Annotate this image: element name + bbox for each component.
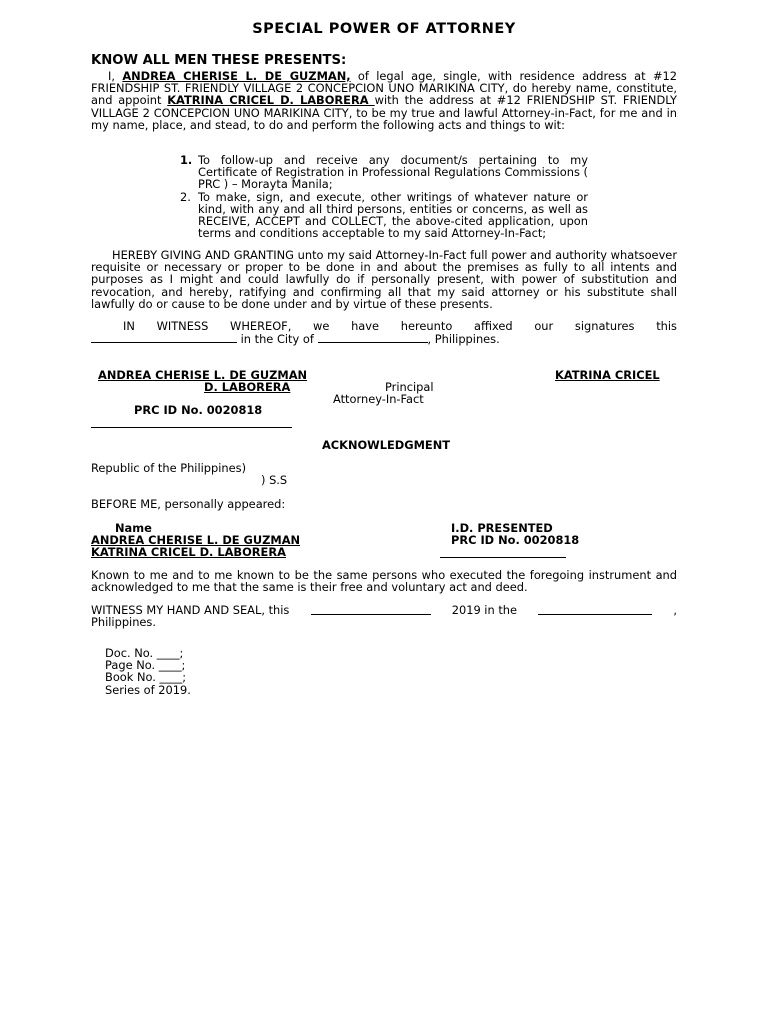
powers-list [180,154,588,239]
hand-seal-line [91,604,677,616]
granting-paragraph [91,249,677,310]
attorney-name: KATRINA CRICEL D. LABORERA [167,93,375,108]
place-blank[interactable] [538,604,652,615]
before-me-text: BEFORE ME, personally appeared: [91,497,286,511]
item-number: 1. [180,153,193,167]
appearer-id-1: PRC ID No. 0020818 [451,533,580,547]
known-paragraph: Known to me and to me known to be the same persons who executed the foregoing instrument and acknowledged to me that the same is their free and voluntary act and deed. [91,568,677,595]
list-item [180,191,588,240]
republic-text: Republic of the Philippines) [91,461,247,475]
witness-line-1: IN WITNESS WHEREOF, we have hereunto affixed our signatures this [123,319,677,333]
witness-end: , Philippines. [427,332,500,347]
book-no: Book No. ____; [105,670,187,685]
principal-label: Principal [385,380,434,394]
item-number: 2. [180,189,191,204]
principal-name: ANDREA CHERISE L. DE GUZMAN, [122,69,351,83]
name-column-header: Name [115,521,152,535]
philippines-text: Philippines. [91,615,156,630]
page-no: Page No. ____; [105,658,186,673]
acknowledgment-heading: ACKNOWLEDGMENT [321,438,451,452]
id-blank-line[interactable] [440,557,566,558]
attorney-label: Attorney-In-Fact [333,392,424,406]
appearer-name-1: ANDREA CHERISE L. DE GUZMAN [91,533,301,547]
ss-text: ) S.S [261,473,288,487]
document-title: SPECIAL POWER OF ATTORNEY [252,21,516,37]
intro-paragraph [91,70,677,131]
section-heading: KNOW ALL MEN THESE PRESENTS: [91,53,347,68]
signature-line [91,427,292,428]
notary-details [105,647,191,696]
hand-seal-a: WITNESS MY HAND AND SEAL, this [91,603,290,617]
date-blank[interactable] [91,332,237,343]
witness-clause [91,320,677,345]
intro-body: of legal age, single, with residence address at #12 FRIENDSHIP ST. FRIENDLY VILLAGE 2 CONCEPCION UNO MARIKINA CITY, do hereby name, constitute, and appoint [91,69,677,108]
day-blank[interactable] [311,604,431,615]
item-text: To follow-up and receive any document/s pertaining to my Certificate of Registration in Professional Regulations Commissions ( PRC ) – Morayta Manila; [198,153,588,192]
signature-right-name-a: KATRINA CRICEL [555,368,660,382]
list-item [180,154,588,191]
witness-mid: in the City of [237,332,318,347]
prc-id: PRC ID No. 0020818 [134,403,263,417]
intro-lead: I, [108,69,115,83]
id-column-header: I.D. PRESENTED [451,521,553,535]
series: Series of 2019. [105,682,191,697]
signature-right-name-b: D. LABORERA [204,380,291,394]
city-blank[interactable] [318,332,428,343]
intro-tail: with the address at #12 FRIENDSHIP ST. FRIENDLY VILLAGE 2 CONCEPCION UNO MARIKINA CITY, to be my true and lawful Attorney-in-Fact, for me and in my name, place, and stead, to do and perform the following acts and things to wit: [91,93,678,132]
hand-seal-b: 2019 in the [451,603,518,617]
item-text: To make, sign, and execute, other writings of whatever nature or kind, with any and all third persons, entities or concerns, as well as RECEIVE, ACCEPT and COLLECT, the above-cited application, upon terms and conditions acceptable to my said Attorney-In-Fact; [198,189,588,241]
hand-seal-clause [91,604,677,628]
appearer-name-2: KATRINA CRICEL D. LABORERA [91,545,286,559]
witness-line-2 [91,332,677,345]
granting-text: HEREBY GIVING AND GRANTING unto my said Attorney-In-Fact full power and authority whatsoever requisite or necessary or proper to be done in and about the premises as fully to all intents and purposes as I might and could lawfully do if personally present, with power of substitution and revocation, and hereby, ratifying and confirming all that my said attorney or his substitute shall lawfully do or cause to be done under and by virtue of these presents. [91,248,677,311]
doc-no: Doc. No. ____; [105,646,184,660]
hand-seal-c: , [673,603,677,617]
signature-left-name: ANDREA CHERISE L. DE GUZMAN [98,368,308,382]
